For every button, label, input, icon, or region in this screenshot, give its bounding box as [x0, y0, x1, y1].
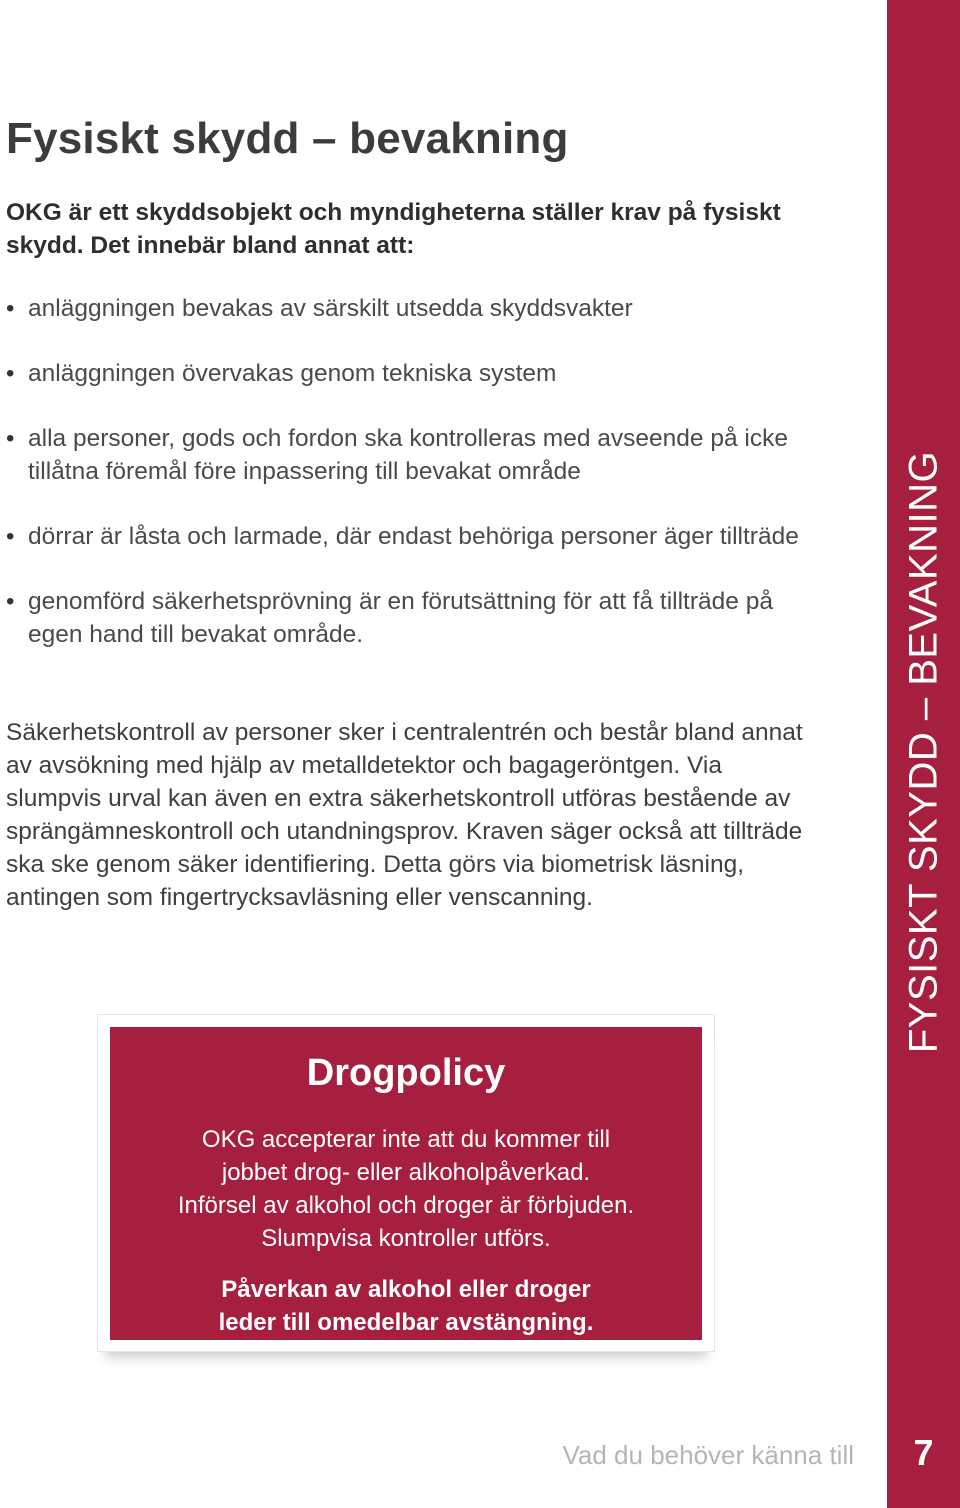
- list-item: [6, 520, 826, 553]
- intro-paragraph: OKG är ett skyddsobjekt och myndigheterna ställer krav på fysiskt skydd. Det innebär bland annat att:: [6, 199, 781, 259]
- drug-policy-title: Drogpolicy: [306, 1052, 506, 1094]
- drug-policy-frame: [97, 1014, 715, 1352]
- page-number: 7: [913, 1432, 934, 1473]
- bullet-icon: •: [6, 425, 15, 452]
- page-title: Fysiskt skydd – bevakning: [6, 114, 569, 163]
- list-item-text: dörrar är låsta och larmade, där endast behöriga personer äger tillträde: [28, 523, 799, 550]
- list-item: [6, 357, 826, 390]
- list-item-text: genomförd säkerhetsprövning är en förutsättning för att få tillträde på egen hand till bevakat område.: [28, 588, 773, 648]
- drug-policy-line: jobbet drog- eller alkoholpåverkad.: [221, 1159, 591, 1186]
- drug-policy-warning: [110, 1273, 702, 1339]
- list-item: [6, 292, 826, 325]
- footer-text: Vad du behöver känna till: [562, 1440, 854, 1470]
- bullet-icon: •: [6, 523, 15, 550]
- list-item: [6, 422, 826, 488]
- drug-policy-text: [110, 1123, 702, 1255]
- section-label: FYSISKT SKYDD – BEVAKNING: [901, 450, 945, 1054]
- requirements-list: [6, 292, 826, 683]
- drug-policy-line: OKG accepterar inte att du kommer till: [201, 1126, 611, 1153]
- drug-policy-warning-line: leder till omedelbar avstängning.: [218, 1309, 594, 1336]
- drug-policy-warning-line: Påverkan av alkohol eller droger: [221, 1276, 591, 1303]
- body-paragraph: Säkerhetskontroll av personer sker i centralentrén och består bland annat av avsökning med hjälp av metalldetektor och bagageröntgen. Via slumpvis urval kan även en extra säkerhetskontroll utföras bestående av sprängämneskontroll och utandningsprov. Kraven säger också att tillträde ska ske genom säker identifiering. Detta görs via biometrisk läsning, antingen som fingertrycksavläsning eller venscanning.: [6, 719, 803, 911]
- list-item-text: anläggningen övervakas genom tekniska system: [28, 360, 557, 387]
- section-sidebar: [887, 0, 960, 1508]
- bullet-icon: •: [6, 295, 15, 322]
- list-item-text: alla personer, gods och fordon ska kontrolleras med avseende på icke tillåtna föremål före inpassering till bevakat område: [28, 425, 788, 485]
- bullet-icon: •: [6, 588, 15, 615]
- list-item-text: anläggningen bevakas av särskilt utsedda skyddsvakter: [28, 295, 633, 322]
- bullet-icon: •: [6, 360, 15, 387]
- drug-policy-line: Införsel av alkohol och droger är förbjuden.: [177, 1192, 635, 1219]
- drug-policy-line: Slumpvisa kontroller utförs.: [261, 1225, 551, 1252]
- list-item: [6, 585, 826, 651]
- drug-policy-box: [110, 1027, 702, 1340]
